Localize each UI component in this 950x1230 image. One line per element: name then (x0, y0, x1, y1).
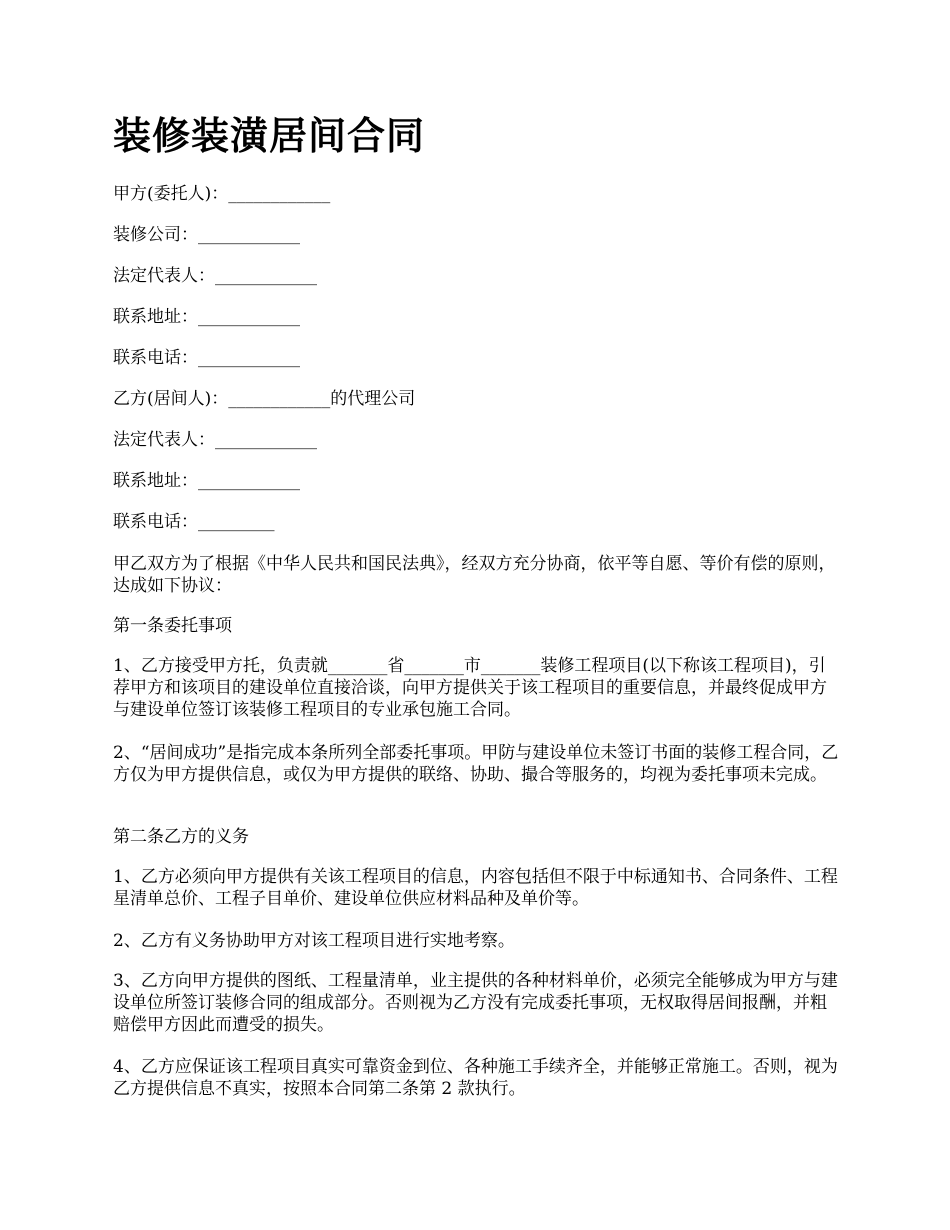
address-a-field: 联系地址：____________ (113, 307, 300, 327)
decoration-company-field: 装修公司：____________ (113, 225, 300, 245)
article-2-heading: 第二条乙方的义务 (113, 827, 249, 847)
article-1-heading: 第一条委托事项 (113, 616, 232, 636)
article-1-clause-1: 1、乙方接受甲方托，负责就_______省_______市_______装修工程项目(以下称该工程项目)，引荐甲方和该项目的建设单位直接洽谈，向甲方提供关于该工程项目的重要信息，并最终促成甲方与建设单位签订该装修工程项目的专业承包施工合同。 (113, 656, 827, 720)
address-b-field: 联系地址：____________ (113, 471, 300, 491)
article-2-clause-1: 1、乙方必须向甲方提供有关该工程项目的信息，内容包括但不限于中标通知书、合同条件、工程星清单总价、工程子目单价、建设单位供应材料品种及单价等。 (113, 867, 838, 909)
legal-representative-b-field: 法定代表人：____________ (113, 430, 317, 450)
preamble-paragraph: 甲乙双方为了根据《中华人民共和国民法典》，经双方充分协商，依平等自愿、等价有偿的原则，达成如下协议： (113, 554, 836, 596)
article-1-clause-2: 2、“居间成功”是指完成本条所列全部委托事项。甲防与建设单位未签订书面的装修工程合同，乙方仅为甲方提供信息，或仅为甲方提供的联络、协助、撮合等服务的，均视为委托事项未完成。 (113, 743, 839, 785)
phone-b-field: 联系电话：_________ (113, 512, 275, 532)
article-2-clause-2: 2、乙方有义务协助甲方对该工程项目进行实地考察。 (113, 931, 515, 951)
document-title: 装修装潢居间合同 (113, 113, 426, 158)
legal-representative-a-field: 法定代表人：____________ (113, 266, 317, 286)
party-b-field: 乙方(居间人)：____________的代理公司 (113, 389, 416, 409)
party-a-field: 甲方(委托人)：____________ (113, 184, 331, 204)
article-2-clause-3: 3、乙方向甲方提供的图纸、工程量清单，业主提供的各种材料单价，必须完全能够成为甲方与建设单位所签订装修合同的组成部分。否则视为乙方没有完成委托事项，无权取得居间报酬，并粗赔偿甲方因此而遭受的损失。 (113, 971, 838, 1035)
phone-a-field: 联系电话：____________ (113, 348, 300, 368)
article-2-clause-4: 4、乙方应保证该工程项目真实可靠资金到位、各种施工手续齐全，并能够正常施工。否则，视为乙方提供信息不真实，按照本合同第二条第 2 款执行。 (113, 1057, 838, 1099)
